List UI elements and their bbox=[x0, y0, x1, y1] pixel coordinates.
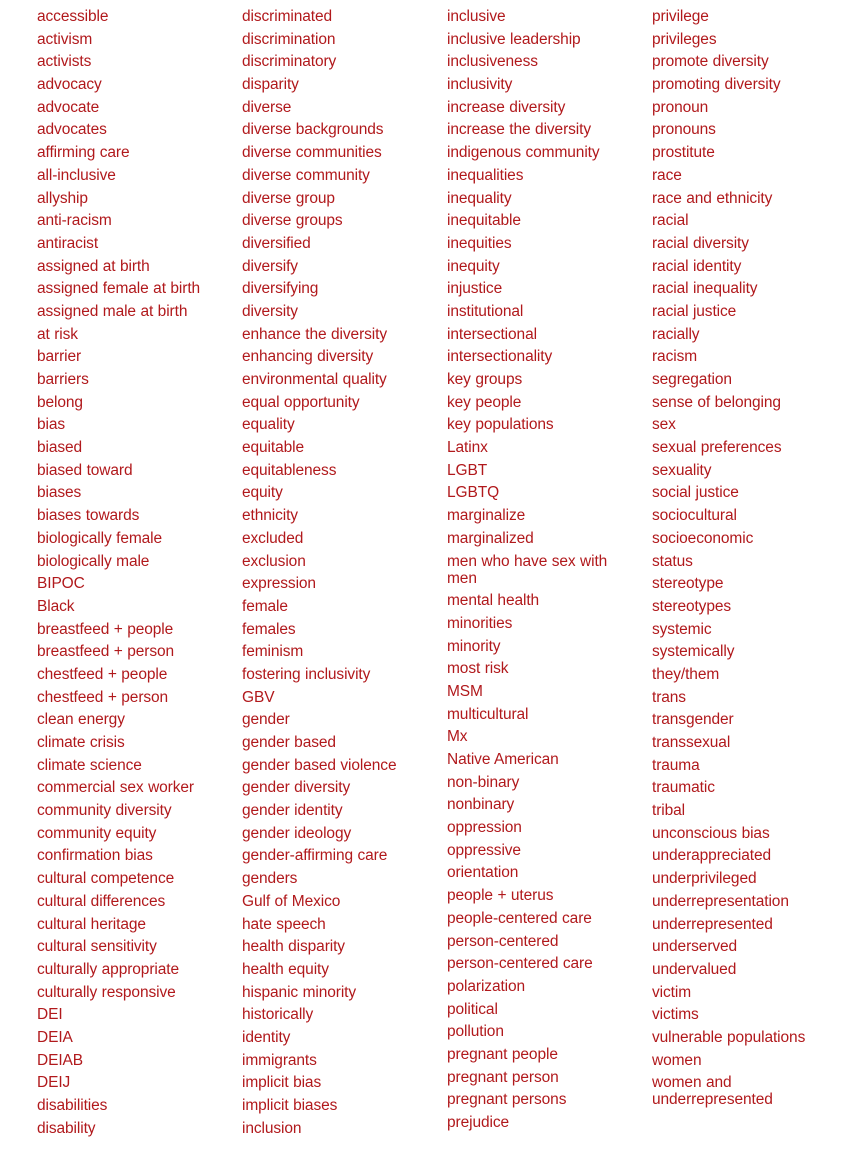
term: marginalize bbox=[447, 507, 526, 525]
term: DEIA bbox=[37, 1028, 73, 1046]
term: hate speech bbox=[242, 915, 326, 933]
term: cultural differences bbox=[37, 892, 166, 910]
term: gender diversity bbox=[242, 779, 351, 797]
term: disability bbox=[37, 1119, 96, 1137]
term: implicit bias bbox=[242, 1074, 322, 1092]
term: diversity bbox=[242, 302, 298, 320]
term: inclusivity bbox=[447, 76, 513, 94]
term: biologically female bbox=[37, 529, 163, 547]
term: community diversity bbox=[37, 802, 172, 820]
term: clean energy bbox=[37, 711, 125, 729]
term: non-binary bbox=[447, 773, 520, 791]
term: climate crisis bbox=[37, 734, 125, 751]
term: orientation bbox=[447, 864, 519, 882]
term: diversifying bbox=[242, 280, 319, 298]
term: DEIAB bbox=[37, 1051, 84, 1069]
term: Native American bbox=[447, 751, 559, 768]
term: biologically male bbox=[37, 552, 150, 570]
term: prostitute bbox=[652, 144, 715, 162]
term: cultural sensitivity bbox=[37, 938, 157, 956]
term: women and underrepresented bbox=[652, 1074, 773, 1109]
term: indigenous community bbox=[447, 144, 600, 162]
term: inequities bbox=[447, 234, 512, 252]
term: GBV bbox=[242, 688, 275, 706]
term: activism bbox=[37, 30, 93, 48]
term: immigrants bbox=[242, 1051, 317, 1069]
term: implicit biases bbox=[242, 1097, 338, 1114]
term: assigned female at birth bbox=[37, 280, 201, 298]
term: sense of belonging bbox=[652, 393, 781, 411]
word-column-1 bbox=[37, 8, 227, 1142]
term: underappreciated bbox=[652, 847, 772, 865]
term: diverse group bbox=[242, 189, 335, 207]
term: inclusive leadership bbox=[447, 30, 581, 48]
term: key groups bbox=[447, 371, 523, 388]
term: status bbox=[652, 552, 693, 570]
term: barriers bbox=[37, 371, 89, 388]
term: discriminated bbox=[242, 8, 333, 25]
term: bias bbox=[37, 416, 66, 434]
term: discrimination bbox=[242, 30, 336, 48]
term: BIPOC bbox=[37, 575, 85, 593]
term: inequity bbox=[447, 257, 500, 275]
term: mental health bbox=[447, 592, 540, 610]
term: cultural heritage bbox=[37, 915, 146, 933]
term: people-centered care bbox=[447, 909, 592, 927]
term: MSM bbox=[447, 682, 483, 700]
term: accessible bbox=[37, 8, 109, 25]
term: promote diversity bbox=[652, 53, 769, 71]
term: LGBTQ bbox=[447, 484, 500, 502]
term: assigned at birth bbox=[37, 257, 150, 275]
term: sexuality bbox=[652, 461, 712, 479]
term: pronouns bbox=[652, 121, 716, 139]
term: expression bbox=[242, 575, 316, 593]
term: ethnicity bbox=[242, 507, 298, 525]
term: privileges bbox=[652, 30, 717, 48]
term: assigned male at birth bbox=[37, 302, 188, 320]
term: people + uterus bbox=[447, 887, 554, 905]
term: key populations bbox=[447, 416, 554, 434]
term: at risk bbox=[37, 325, 78, 343]
term: race bbox=[652, 166, 682, 184]
term: underprivileged bbox=[652, 870, 757, 888]
term: affirming care bbox=[37, 144, 130, 162]
term: socioeconomic bbox=[652, 529, 754, 547]
term: activists bbox=[37, 53, 92, 71]
term: sociocultural bbox=[652, 507, 737, 525]
term: all-inclusive bbox=[37, 166, 116, 184]
term: advocates bbox=[37, 121, 107, 139]
term: historically bbox=[242, 1006, 314, 1024]
term: sexual preferences bbox=[652, 439, 782, 457]
term: belong bbox=[37, 393, 83, 411]
term: chestfeed + person bbox=[37, 688, 169, 706]
term: discriminatory bbox=[242, 53, 337, 71]
term: trans bbox=[652, 688, 686, 706]
term: diverse community bbox=[242, 166, 370, 184]
term: enhance the diversity bbox=[242, 325, 387, 343]
term: key people bbox=[447, 393, 522, 411]
term: exclusion bbox=[242, 552, 306, 570]
term: DEIJ bbox=[37, 1074, 71, 1092]
term: racially bbox=[652, 325, 700, 343]
term: disabilities bbox=[37, 1097, 108, 1114]
term: inequality bbox=[447, 189, 512, 207]
term: person-centered care bbox=[447, 955, 593, 973]
term: oppressive bbox=[447, 841, 521, 859]
term: injustice bbox=[447, 280, 503, 298]
term: climate science bbox=[37, 756, 142, 774]
term: transgender bbox=[652, 711, 734, 729]
term: breastfeed + people bbox=[37, 620, 174, 638]
term: promoting diversity bbox=[652, 76, 781, 94]
term: inequitable bbox=[447, 212, 521, 230]
term: women bbox=[652, 1051, 702, 1069]
term: DEI bbox=[37, 1006, 63, 1024]
term: unconscious bias bbox=[652, 824, 770, 842]
term: pronoun bbox=[652, 98, 709, 116]
term: inequalities bbox=[447, 166, 524, 184]
term: polarization bbox=[447, 977, 526, 995]
term: cultural competence bbox=[37, 870, 175, 888]
term: undervalued bbox=[652, 960, 737, 978]
term: biased bbox=[37, 439, 83, 457]
term: segregation bbox=[652, 371, 732, 388]
term: stereotypes bbox=[652, 597, 732, 615]
term: nonbinary bbox=[447, 796, 515, 814]
term: equality bbox=[242, 416, 295, 434]
term: biases towards bbox=[37, 507, 140, 525]
term: pregnant person bbox=[447, 1068, 559, 1086]
term: health disparity bbox=[242, 938, 345, 956]
term: commercial sex worker bbox=[37, 779, 194, 797]
term: barrier bbox=[37, 348, 82, 366]
term: marginalized bbox=[447, 529, 534, 547]
term: gender based bbox=[242, 734, 336, 751]
term: institutional bbox=[447, 302, 524, 320]
term: trauma bbox=[652, 756, 700, 774]
term: social justice bbox=[652, 484, 739, 502]
term: Gulf of Mexico bbox=[242, 892, 341, 910]
term: advocate bbox=[37, 98, 100, 116]
term: equitable bbox=[242, 439, 305, 457]
term: anti-racism bbox=[37, 212, 112, 230]
term: pregnant persons bbox=[447, 1091, 567, 1109]
term: environmental quality bbox=[242, 371, 387, 388]
term: pregnant people bbox=[447, 1045, 558, 1063]
term: minorities bbox=[447, 614, 513, 632]
term: LGBT bbox=[447, 461, 488, 479]
term: political bbox=[447, 1000, 498, 1018]
term: disparity bbox=[242, 76, 299, 94]
term: equity bbox=[242, 484, 283, 502]
term: racial inequality bbox=[652, 280, 758, 298]
term: victims bbox=[652, 1006, 699, 1024]
term: men who have sex with men bbox=[447, 552, 608, 587]
term: most risk bbox=[447, 660, 509, 678]
term: inclusion bbox=[242, 1119, 302, 1137]
term: racial bbox=[652, 212, 689, 230]
term: racial identity bbox=[652, 257, 742, 275]
term: feminism bbox=[242, 643, 304, 661]
term: biases bbox=[37, 484, 82, 502]
term: systemic bbox=[652, 620, 712, 638]
term: allyship bbox=[37, 189, 88, 207]
term: intersectional bbox=[447, 325, 537, 343]
term: diverse bbox=[242, 98, 292, 116]
term: gender bbox=[242, 711, 290, 729]
term: gender identity bbox=[242, 802, 343, 820]
term: diversify bbox=[242, 257, 298, 275]
term: racial diversity bbox=[652, 234, 749, 252]
term: chestfeed + people bbox=[37, 665, 168, 683]
term: diverse communities bbox=[242, 144, 382, 162]
term: excluded bbox=[242, 529, 304, 547]
term: hispanic minority bbox=[242, 983, 357, 1001]
term: equitableness bbox=[242, 461, 337, 479]
term: gender-affirming care bbox=[242, 847, 388, 865]
term: Latinx bbox=[447, 439, 488, 457]
term: health equity bbox=[242, 960, 329, 978]
term: community equity bbox=[37, 824, 157, 842]
term: equal opportunity bbox=[242, 393, 360, 411]
term: increase the diversity bbox=[447, 121, 591, 139]
term: transsexual bbox=[652, 734, 731, 751]
term: oppression bbox=[447, 819, 522, 837]
word-column-2 bbox=[242, 8, 432, 1142]
term: person-centered bbox=[447, 932, 559, 950]
term: tribal bbox=[652, 802, 685, 820]
term: underserved bbox=[652, 938, 738, 956]
term: confirmation bias bbox=[37, 847, 153, 865]
term: multicultural bbox=[447, 705, 529, 723]
term: race and ethnicity bbox=[652, 189, 773, 207]
term: inclusiveness bbox=[447, 53, 538, 71]
term: victim bbox=[652, 983, 692, 1001]
term: racial justice bbox=[652, 302, 737, 320]
term: breastfeed + person bbox=[37, 643, 175, 661]
term: fostering inclusivity bbox=[242, 665, 371, 683]
word-column-4 bbox=[652, 8, 842, 1142]
term: systemically bbox=[652, 643, 735, 661]
term: biased toward bbox=[37, 461, 133, 479]
term: intersectionality bbox=[447, 348, 553, 366]
term: gender based violence bbox=[242, 756, 397, 774]
term: privilege bbox=[652, 8, 709, 25]
term: Black bbox=[37, 597, 75, 615]
term: Mx bbox=[447, 728, 468, 746]
term: genders bbox=[242, 870, 298, 888]
term: minority bbox=[447, 637, 501, 655]
term: diversified bbox=[242, 234, 311, 252]
term: increase diversity bbox=[447, 98, 566, 116]
term: pollution bbox=[447, 1023, 504, 1041]
term: traumatic bbox=[652, 779, 715, 797]
term: identity bbox=[242, 1028, 291, 1046]
term: antiracist bbox=[37, 234, 99, 252]
term: culturally responsive bbox=[37, 983, 176, 1001]
term: underrepresented bbox=[652, 915, 773, 933]
term: prejudice bbox=[447, 1114, 510, 1131]
term: diverse backgrounds bbox=[242, 121, 384, 139]
term: advocacy bbox=[37, 76, 102, 94]
term: underrepresentation bbox=[652, 892, 789, 910]
term: diverse groups bbox=[242, 212, 343, 230]
term: sex bbox=[652, 416, 676, 434]
term: culturally appropriate bbox=[37, 960, 179, 978]
term: racism bbox=[652, 348, 698, 366]
term: female bbox=[242, 597, 288, 615]
term: they/them bbox=[652, 665, 720, 683]
term: females bbox=[242, 620, 296, 638]
term: enhancing diversity bbox=[242, 348, 374, 366]
term: inclusive bbox=[447, 8, 506, 25]
term: stereotype bbox=[652, 575, 724, 593]
word-column-3 bbox=[447, 8, 637, 1142]
term: vulnerable populations bbox=[652, 1028, 806, 1046]
term: gender ideology bbox=[242, 824, 352, 842]
